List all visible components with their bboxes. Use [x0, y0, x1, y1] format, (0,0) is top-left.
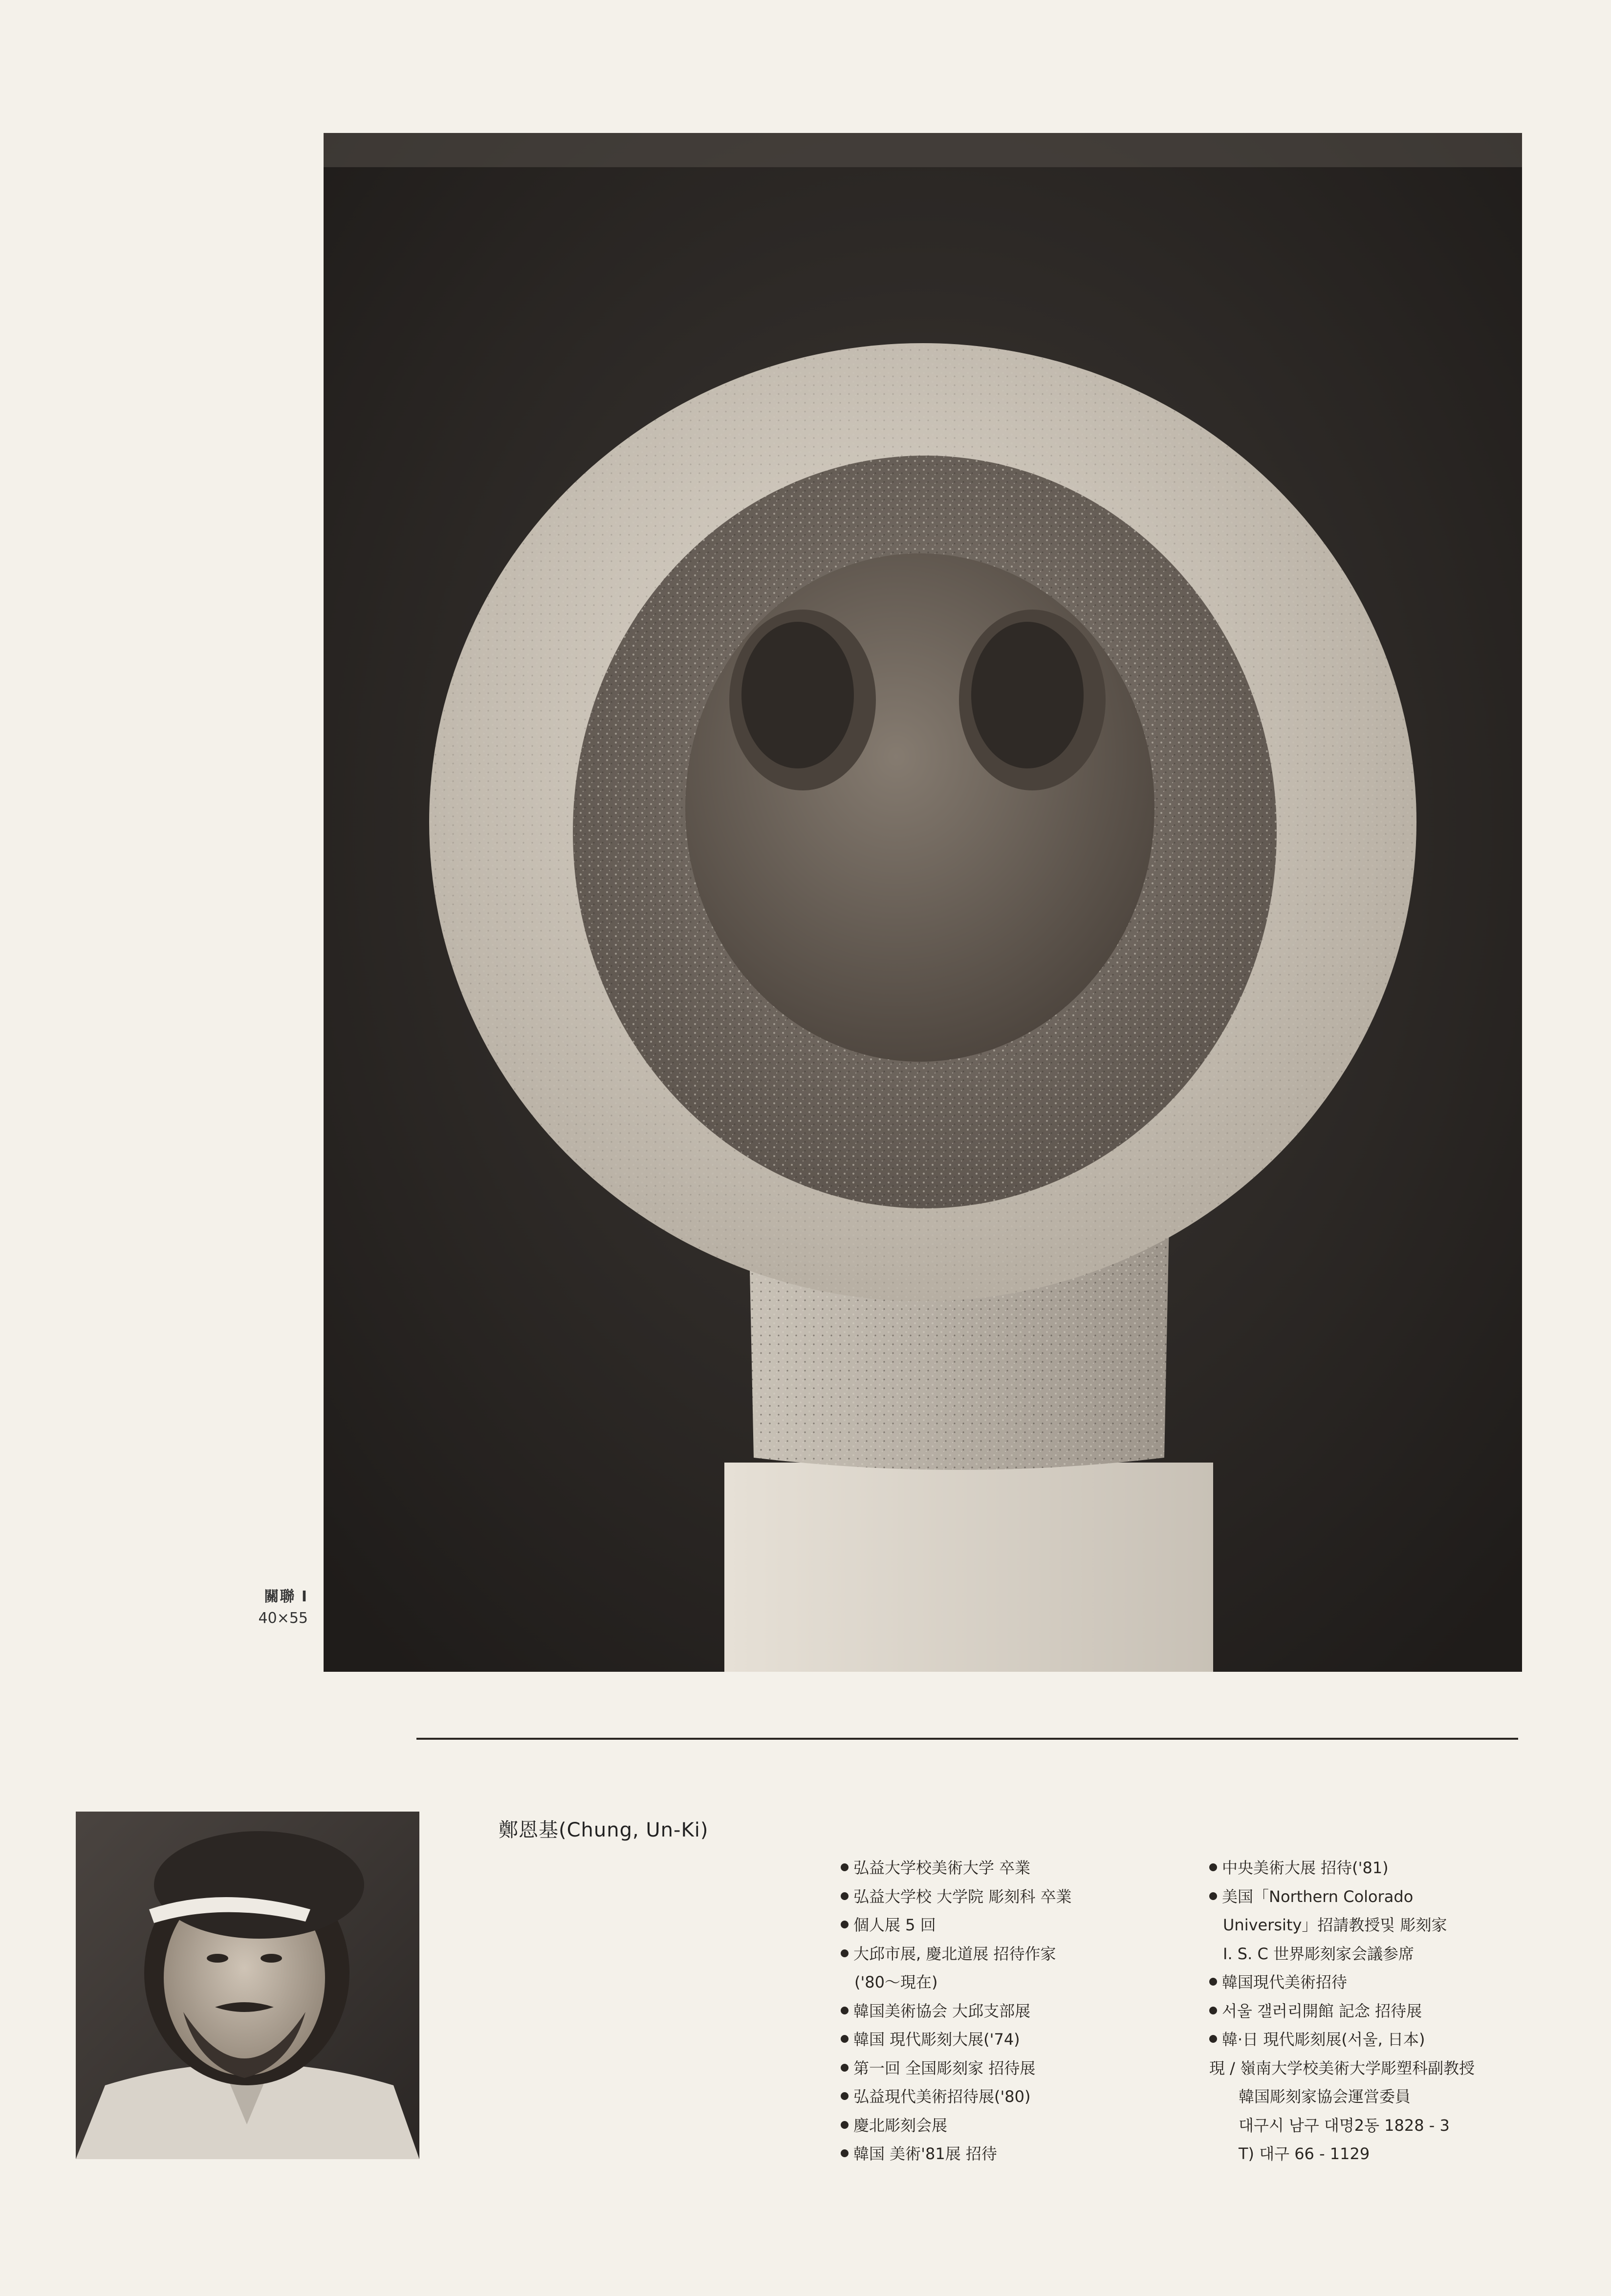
portrait-image: [76, 1812, 419, 2159]
bullet-icon: [1209, 2007, 1217, 2014]
bio-address: 대구시 남구 대명2동 1828 - 3: [1239, 2116, 1450, 2135]
bio-item: 韓国美術協会 大邱支部展: [841, 1997, 1183, 2026]
bio-item: 서울 갤러리開館 記念 招待展: [1209, 1997, 1561, 2026]
bio-item: 弘益大学校美術大学 卒業: [841, 1854, 1183, 1882]
bio-current-position: 現 / 嶺南大学校美術大学彫塑科副教授: [1209, 2058, 1475, 2077]
bullet-icon: [841, 2007, 849, 2014]
bullet-icon: [841, 2121, 849, 2129]
bio-item: 弘益現代美術招待展('80): [841, 2082, 1183, 2111]
artist-portrait: [76, 1812, 419, 2159]
sculpture-image: [324, 133, 1522, 1672]
bio-item: 韓·日 現代彫刻展(서울, 日本): [1209, 2025, 1561, 2054]
bullet-icon: [841, 2149, 849, 2157]
bio-column-2: [1209, 1854, 1561, 2168]
bio-item: 韓国 現代彫刻大展('74): [841, 2025, 1183, 2054]
bullet-icon: [1209, 1978, 1217, 1986]
bio-item: 韓国 美術'81展 招待: [841, 2140, 1183, 2168]
bullet-icon: [841, 2064, 849, 2072]
bullet-icon: [841, 1921, 849, 1928]
bio-item-continuation: University」招請教授및 彫刻家: [1223, 1916, 1447, 1934]
bio-item-continuation: I. S. C 世界彫刻家会議参席: [1223, 1944, 1414, 1963]
bio-item-continuation: ('80～現在): [854, 1973, 938, 1991]
artwork-size: 40×55: [258, 1610, 308, 1627]
bullet-icon: [1209, 1892, 1217, 1900]
bio-item: 大邱市展, 慶北道展 招待作家: [841, 1940, 1183, 1968]
bullet-icon: [841, 2092, 849, 2100]
bio-item: 個人展 5 回: [841, 1911, 1183, 1940]
bio-current-role: 韓国彫刻家協会運営委員: [1239, 2087, 1411, 2106]
bio-item: 弘益大学校 大学院 彫刻科 卒業: [841, 1882, 1183, 1911]
bullet-icon: [841, 2035, 849, 2043]
bullet-icon: [1209, 2035, 1217, 2043]
bio-item: 美国「Northern Colorado: [1209, 1882, 1561, 1911]
bio-item: 韓国現代美術招待: [1209, 1968, 1561, 1997]
bullet-icon: [841, 1949, 849, 1957]
bio-item: 慶北彫刻会展: [841, 2111, 1183, 2140]
bio-phone: T) 대구 66 - 1129: [1239, 2144, 1370, 2163]
bullet-icon: [1209, 1863, 1217, 1871]
sculpture-photo: [324, 133, 1522, 1672]
bio-column-1: [841, 1854, 1183, 2168]
artist-name: 鄭恩基(Chung, Un-Ki): [499, 1819, 709, 1841]
artwork-caption: [210, 1586, 308, 1629]
artwork-title: 關聯 Ⅰ: [264, 1588, 308, 1605]
section-divider: [416, 1738, 1518, 1740]
bio-item: 中央美術大展 招待('81): [1209, 1854, 1561, 1882]
bullet-icon: [841, 1892, 849, 1900]
bullet-icon: [841, 1863, 849, 1871]
bio-item: 第一回 全国彫刻家 招待展: [841, 2054, 1183, 2083]
